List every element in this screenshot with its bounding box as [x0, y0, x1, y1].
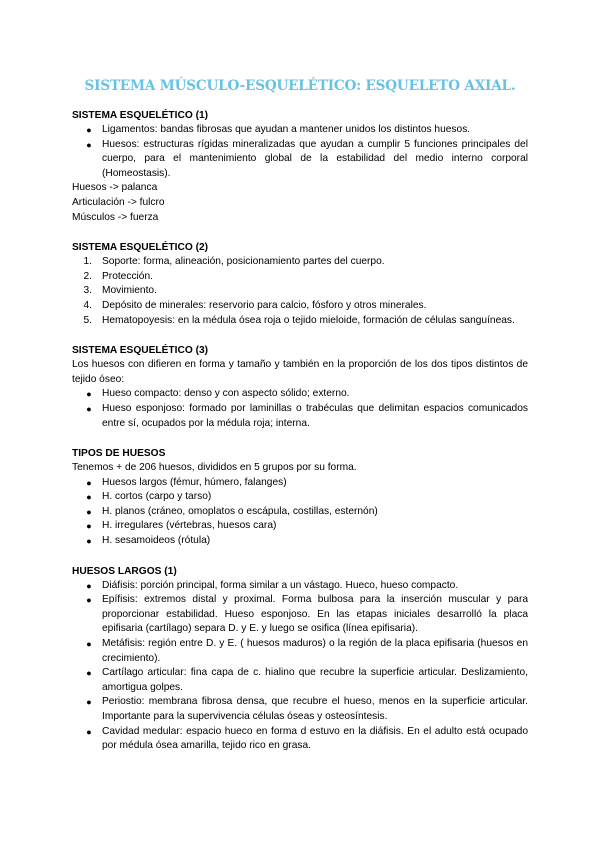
bullet-icon: ● [86, 536, 92, 547]
bullet-icon: ● [86, 668, 92, 679]
list-item: 4. Depósito de minerales: reservorio para calcio, fósforo y otros minerales. [83, 299, 427, 311]
bullet-icon: ● [86, 697, 92, 708]
section-sistema-esqueletico-3 [72, 343, 528, 431]
list-item: ● Hueso compacto: denso y con aspecto sólido; externo. [72, 387, 528, 402]
list-item: ● Cavidad medular: espacio hueco en forma d estuvo en la diáfisis. En el adulto está ocupado por médula ósea amarilla, tejido rico en grasa. [72, 725, 528, 754]
list-item: 5. Hematopoyesis: en la médula ósea roja o tejido mieloide, formación de células sanguíneas. [83, 314, 515, 326]
bullet-icon: ● [86, 595, 92, 606]
bullet-icon: ● [86, 477, 92, 488]
list-item: ● Periostio: membrana fibrosa densa, que recubre el hueso, menos en la superficie articular. Importante para la supervivencia células óseas y osteosíntesis. [72, 695, 528, 724]
section-heading: SISTEMA ESQUELÉTICO (2) [72, 242, 209, 254]
numbered-list [72, 255, 528, 328]
section-tipos-de-huesos [72, 446, 528, 549]
bullet-list [72, 476, 528, 549]
list-item: ● Cartílago articular: fina capa de c. hialino que recubre la superficie articular. Deslizamiento, amortigua golpes. [72, 666, 528, 695]
bullet-icon: ● [86, 580, 92, 591]
list-item: ● H. cortos (carpo y tarso) [72, 490, 528, 505]
bullet-icon: ● [86, 125, 92, 135]
section-sistema-esqueletico-1 [72, 108, 528, 225]
list-item: ● Diáfisis: porción principal, forma similar a un vástago. Hueco, hueso compacto. [72, 579, 528, 594]
bullet-icon: ● [86, 506, 92, 517]
section-heading: HUESOS LARGOS (1) [72, 565, 177, 577]
bullet-icon: ● [86, 521, 92, 532]
bullet-icon: ● [86, 403, 92, 414]
section-intro: Tenemos + de 206 huesos, divididos en 5 grupos por su forma. [72, 462, 357, 474]
bullet-list [72, 387, 528, 431]
section-heading: SISTEMA ESQUELÉTICO (3) [72, 345, 209, 357]
list-item: 2. Protección. [83, 270, 153, 282]
section-heading: TIPOS DE HUESOS [72, 448, 166, 460]
list-item: ● Hueso esponjoso: formado por laminillas o trabéculas que delimitan espacios comunicados entre sí, ocupados por la médula roja; interna. [72, 402, 528, 431]
page-title: SISTEMA MÚSCULO-ESQUELÉTICO: ESQUELETO AXIAL. [84, 78, 516, 94]
list-item: ● H. sesamoideos (rótula) [72, 534, 528, 549]
section-intro: Los huesos con difieren en forma y tamaño y también en la proporción de los dos tipos distintos de tejido óseo: [72, 359, 528, 385]
text-line: Articulación -> fulcro [72, 196, 165, 208]
list-item: ● Huesos: estructuras rígidas mineralizadas que ayudan a cumplir 5 funciones principales del cuerpo, para el mantenimiento global de la estabilidad del medio interno corporal (Homeostasis). [72, 138, 528, 182]
text-line: Músculos -> fuerza [72, 211, 159, 223]
list-item: ● H. irregulares (vértebras, huesos cara) [72, 519, 528, 534]
bullet-icon: ● [86, 726, 92, 737]
document-body [72, 108, 528, 754]
section-sistema-esqueletico-2 [72, 240, 528, 328]
list-item: ● H. planos (cráneo, omoplatos o escápula, costillas, esternón) [72, 505, 528, 520]
list-item: ● Metáfisis: región entre D. y E. ( huesos maduros) o la región de la placa epifisaria (huesos en crecimiento). [72, 637, 528, 666]
list-item: ● Ligamentos: bandas fibrosas que ayudan a mantener unidos los distintos huesos. [72, 123, 528, 138]
bullet-icon: ● [86, 492, 92, 503]
bullet-list [72, 579, 528, 754]
section-huesos-largos-1 [72, 564, 528, 754]
bullet-list [72, 123, 528, 181]
section-heading: SISTEMA ESQUELÉTICO (1) [72, 110, 209, 121]
bullet-icon: ● [86, 139, 92, 150]
list-item: ● Epífisis: extremos distal y proximal. Forma bulbosa para la inserción muscular y para proporcionar estabilidad. Hueso esponjoso. En las etapas iniciales desarrolló la placa epifisaria (cartílago) separa D. y E. y luego se osifica (línea epifisaria). [72, 593, 528, 637]
list-item: 1. Soporte: forma, alineación, posicionamiento partes del cuerpo. [83, 256, 385, 268]
list-item: 3. Movimiento. [83, 285, 157, 297]
bullet-icon: ● [86, 389, 92, 400]
text-line: Huesos -> palanca [72, 182, 158, 194]
list-item: ● Huesos largos (fémur, húmero, falanges) [72, 476, 528, 491]
bullet-icon: ● [86, 639, 92, 650]
